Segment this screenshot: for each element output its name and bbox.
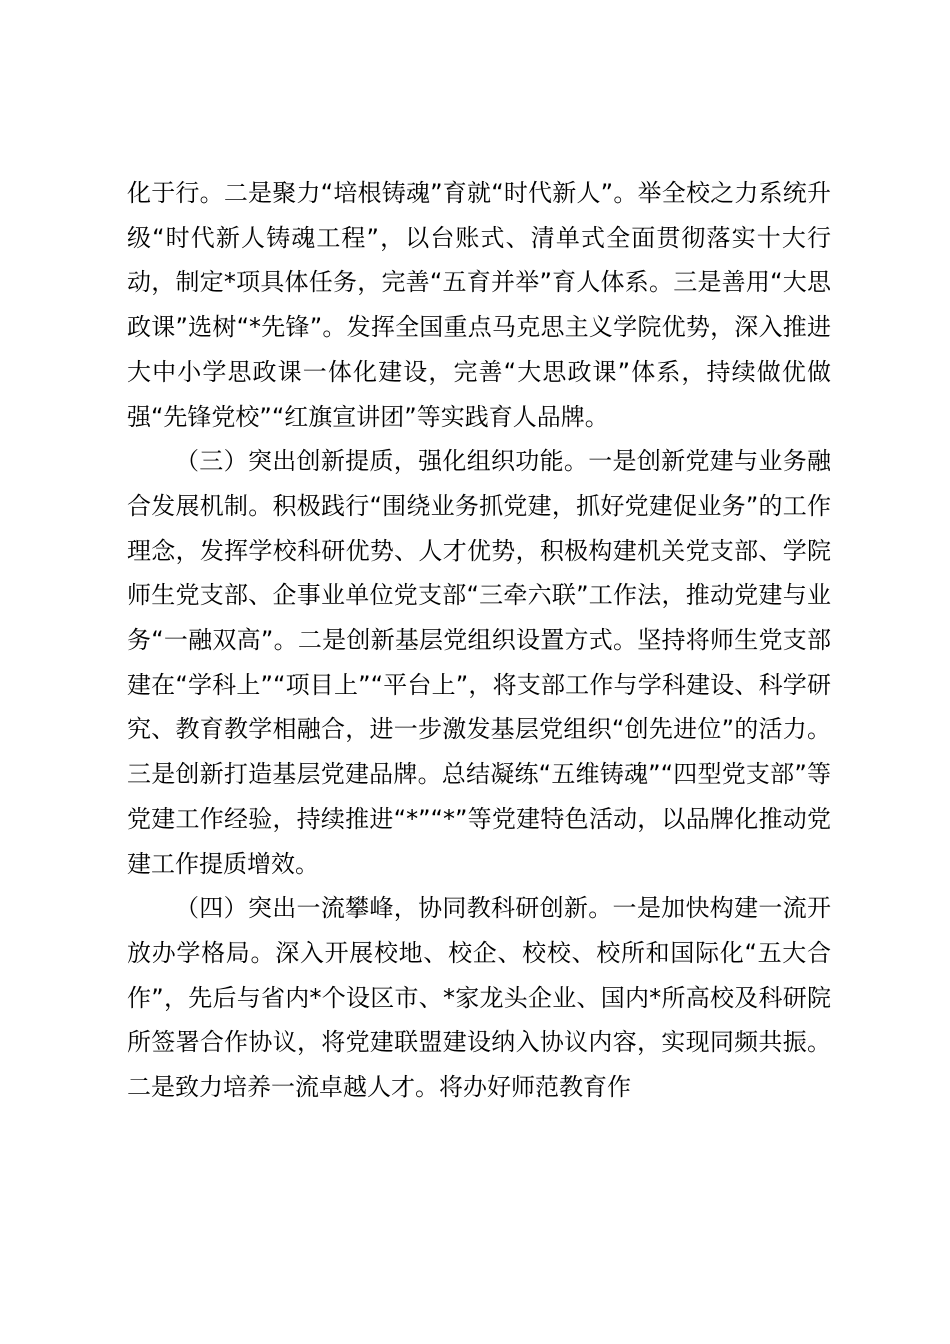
paragraph-continuation: 化于行。二是聚力“培根铸魂”育就“时代新人”。举全校之力系统升级“时代新人铸魂工程”，以台账式、清单式全面贯彻落实十大行动，制定*项具体任务，完善“五育并举”育人体系。三是善用“大思政课”选树“*先锋”。发挥全国重点马克思主义学院优势，深入推进大中小学思政课一体化建设，完善“大思政课”体系，持续做优做强“先锋党校”“红旗宣讲团”等实践育人品牌。 bbox=[127, 179, 831, 431]
document-body bbox=[127, 171, 831, 1110]
paragraph-section-4: （四）突出一流攀峰，协同教科研创新。一是加快构建一流开放办学格局。深入开展校地、校企、校校、校所和国际化“五大合作”，先后与省内*个设区市、*家龙头企业、国内*所高校及科研院所签署合作协议，将党建联盟建设纳入协议内容，实现同频共振。二是致力培养一流卓越人才。将办好师范教育作 bbox=[127, 894, 831, 1102]
paragraph-section-3: （三）突出创新提质，强化组织功能。一是创新党建与业务融合发展机制。积极践行“围绕业务抓党建，抓好党建促业务”的工作理念，发挥学校科研优势、人才优势，积极构建机关党支部、学院师生党支部、企事业单位党支部“三牵六联”工作法，推动党建与业务“一融双高”。二是创新基层党组织设置方式。坚持将师生党支部建在“学科上”“项目上”“平台上”，将支部工作与学科建设、科学研究、教育教学相融合，进一步激发基层党组织“创先进位”的活力。三是创新打造基层党建品牌。总结凝练“五维铸魂”“四型党支部”等党建工作经验，持续推进“*”“*”等党建特色活动，以品牌化推动党建工作提质增效。 bbox=[127, 447, 831, 878]
